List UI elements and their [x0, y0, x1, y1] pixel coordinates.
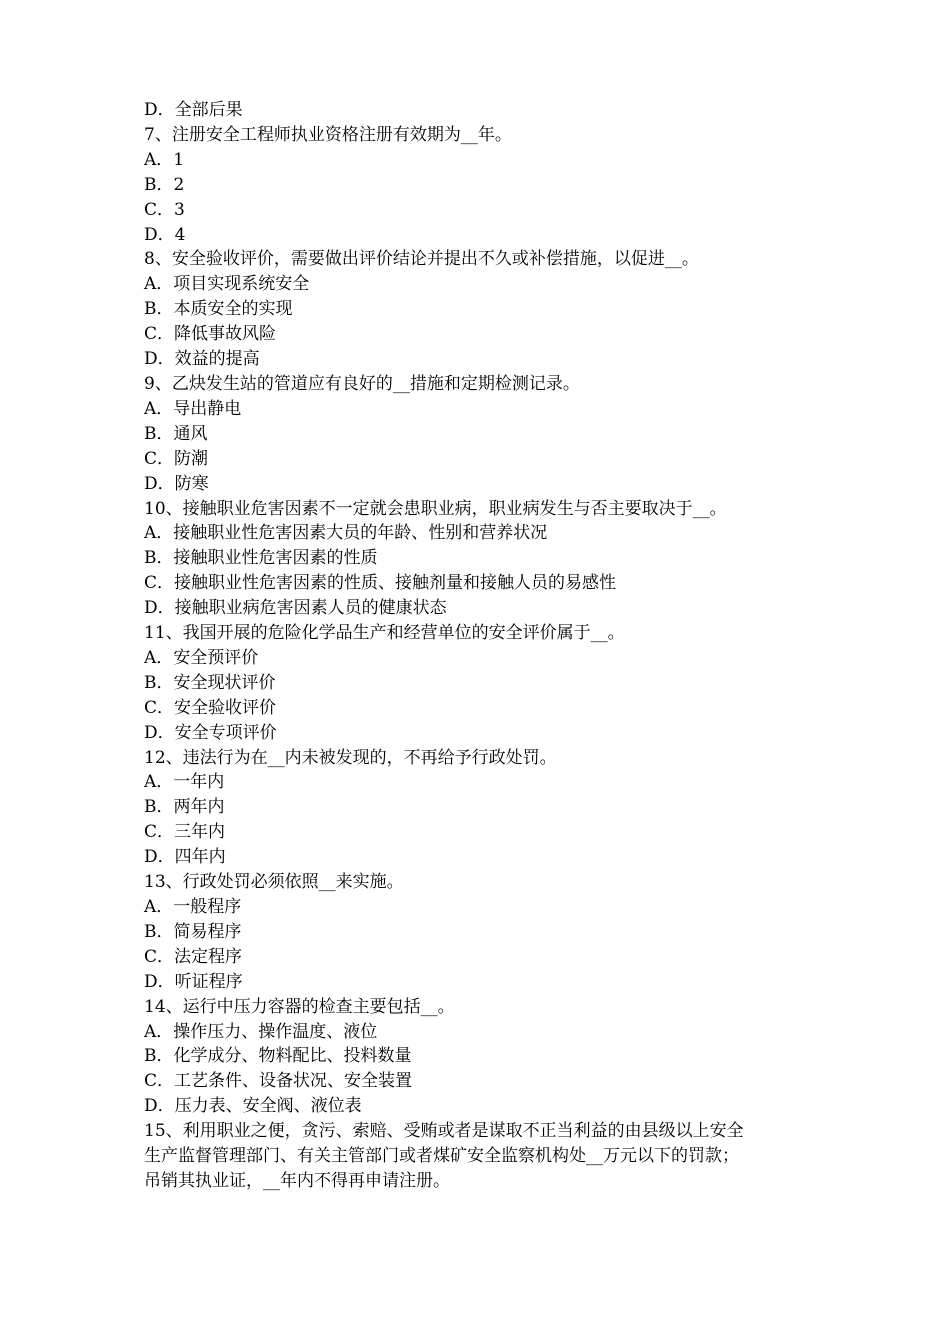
- document-page: [144, 98, 824, 1194]
- answer-option: C．3: [144, 199, 185, 220]
- question-text: 10、接触职业危害因素不一定就会患职业病，职业病发生与否主要取决于__。: [144, 498, 727, 519]
- answer-option: A．1: [144, 149, 185, 170]
- question-text: 11、我国开展的危险化学品生产和经营单位的安全评价属于__。: [144, 623, 625, 644]
- answer-option: C．工艺条件、设备状况、安全装置: [144, 1071, 413, 1092]
- answer-option: A．接触职业性危害因素大员的年龄、性别和营养状况: [144, 523, 548, 544]
- question-text: 7、注册安全工程师执业资格注册有效期为__年。: [144, 124, 512, 145]
- question-text: 12、违法行为在__内未被发现的，不再给予行政处罚。: [144, 747, 557, 768]
- question-text: 9、乙炔发生站的管道应有良好的__措施和定期检测记录。: [144, 373, 580, 394]
- question-15-line-2: 生产监督管理部门、有关主管部门或者煤矿安全监察机构处__万元以下的罚款；: [144, 1146, 739, 1167]
- answer-option: C．三年内: [144, 822, 226, 843]
- answer-option: D．防寒: [144, 473, 209, 494]
- question-text: 8、安全验收评价，需要做出评价结论并提出不久或补偿措施，以促进__。: [144, 249, 699, 270]
- answer-option: A．一年内: [144, 772, 225, 793]
- answer-option: B．通风: [144, 423, 208, 444]
- answer-option: B．简易程序: [144, 921, 242, 942]
- answer-option: B．本质安全的实现: [144, 299, 293, 320]
- question-list: [144, 98, 824, 1119]
- answer-option: D．四年内: [144, 847, 226, 868]
- question-15-line-3: 吊销其执业证，__年内不得再申请注册。: [144, 1170, 450, 1191]
- answer-option: D．压力表、安全阀、液位表: [144, 1096, 362, 1117]
- answer-option: C．接触职业性危害因素的性质、接触剂量和接触人员的易感性: [144, 573, 617, 594]
- answer-option: A．项目实现系统安全: [144, 274, 310, 295]
- answer-option: C．降低事故风险: [144, 324, 277, 345]
- answer-option: B．2: [144, 174, 185, 195]
- answer-option: A．安全预评价: [144, 647, 259, 668]
- answer-option: C．安全验收评价: [144, 697, 277, 718]
- answer-option: B．两年内: [144, 797, 225, 818]
- answer-option: B．化学成分、物料配比、投料数量: [144, 1046, 412, 1067]
- answer-option: D．全部后果: [144, 100, 243, 120]
- answer-option: B．接触职业性危害因素的性质: [144, 548, 378, 569]
- answer-option: D．安全专项评价: [144, 722, 277, 743]
- answer-option: A．操作压力、操作温度、液位: [144, 1021, 378, 1042]
- answer-option: A．导出静电: [144, 398, 242, 419]
- answer-option: D．4: [144, 224, 186, 245]
- question-15-line-1: 15、利用职业之便，贪污、索赔、受贿或者是谋取不正当利益的由县级以上安全: [144, 1121, 744, 1142]
- answer-option: D．接触职业病危害因素人员的健康状态: [144, 598, 447, 619]
- answer-option: C．防潮: [144, 448, 209, 469]
- answer-option: A．一般程序: [144, 897, 242, 917]
- answer-option: B．安全现状评价: [144, 672, 276, 693]
- question-text: 13、行政处罚必须依照__来实施。: [144, 872, 404, 893]
- answer-option: D．效益的提高: [144, 349, 260, 370]
- answer-option: D．听证程序: [144, 971, 243, 992]
- answer-option: C．法定程序: [144, 946, 243, 967]
- question-text: 14、运行中压力容器的检查主要包括__。: [144, 996, 455, 1017]
